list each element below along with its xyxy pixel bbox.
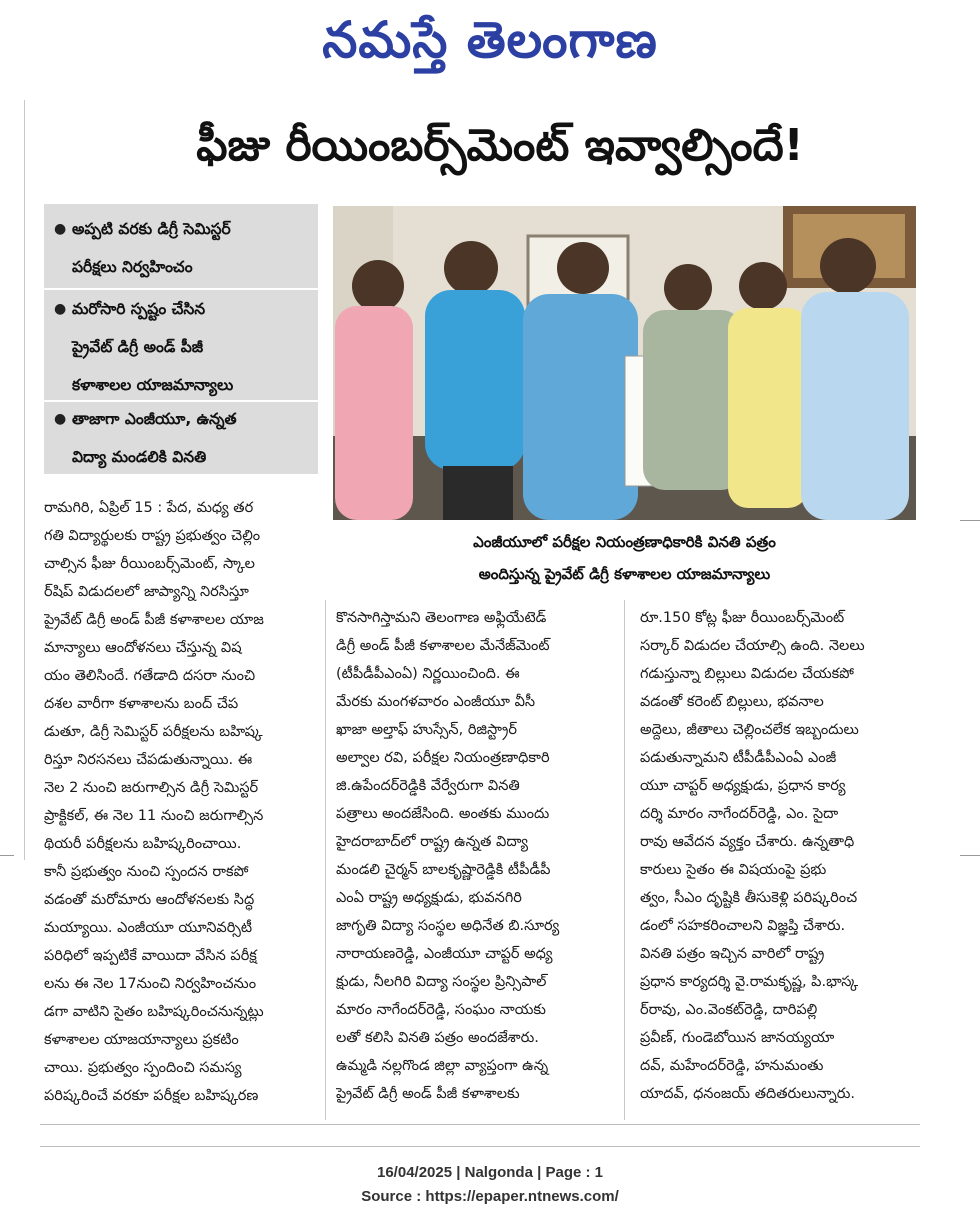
body-line: ప్రవీణ్, గుండెబోయిన జానయ్యయా — [640, 1030, 835, 1046]
body-line: పడుతున్నామని టీపీడీపీఎంఏ ఎంజీ — [640, 750, 837, 766]
body-line: హైదరాబాద్‌లో రాష్ట్ర ఉన్నత విద్యా — [336, 834, 529, 850]
body-line: (టీపీడీపీఎంఏ) నిర్ణయించింది. ఈ — [336, 666, 520, 682]
body-line: రూ.150 కోట్ల ఫీజు రీయింబర్స్‌మెంట్ — [640, 610, 845, 626]
article-column-3 — [640, 604, 916, 1108]
body-line: మారం నాగేందర్‌రెడ్డి, సంఘం నాయకు — [336, 1002, 546, 1018]
headline: ఫీజు రీయింబర్స్‌మెంట్ ఇవ్వాల్సిందే! — [196, 120, 804, 171]
body-line: వడంతో కరెంట్ బిల్లులు, భవనాల — [640, 694, 824, 710]
news-photo — [333, 206, 916, 520]
highlight-line: పరీక్షలు నిర్వహించం — [72, 258, 193, 276]
body-line: థియరీ పరీక్షలను బహిష్కరించాయి. — [44, 836, 242, 852]
photo-caption — [333, 526, 916, 590]
body-line: త్వం, సీఎం దృష్టికి తీసుకెళ్లి పరిష్కరించ — [640, 890, 858, 906]
body-line: యం తెలిసిందే. గతేడాది దసరా నుంచి — [44, 668, 256, 684]
bullet-icon: ● — [54, 301, 67, 317]
bottom-rule — [40, 1146, 920, 1147]
body-line: గడుస్తున్నా బిల్లులు విడుదల చేయకపో — [640, 666, 854, 682]
bullet-icon: ● — [54, 411, 67, 427]
body-line: నారాయణరెడ్డి, ఎంజీయూ చాప్టర్ అధ్య — [336, 946, 553, 962]
body-line: డుతూ, డిగ్రీ సెమిస్టర్ పరీక్షలను బహిష్క — [44, 724, 263, 740]
article-column-1 — [44, 494, 320, 1110]
left-margin-rule — [24, 100, 25, 860]
body-line: డిగ్రీ అండ్ పీజీ కళాశాలల మేనేజ్‌మెంట్ — [336, 638, 550, 654]
highlight-item — [44, 210, 318, 286]
footer-source: Source : https://epaper.ntnews.com/ — [361, 1188, 619, 1205]
body-line: ఎంఏ రాష్ట్ర అధ్యక్షుడు, భువనగిరి — [336, 890, 522, 906]
body-line: ఉమ్మడి నల్లగొండ జిల్లా వ్యాప్తంగా ఉన్న — [336, 1058, 549, 1074]
body-line: ప్రధాన కార్యదర్శి వై.రామకృష్ణ, పి.భాస్క — [640, 974, 859, 990]
body-line: మాన్యాలు ఆందోళనలు చేస్తున్న విష — [44, 640, 242, 656]
caption-line: ఎంజీయూలో పరీక్షల నియంత్రణాధికారికి వినతి పత్రం — [473, 533, 776, 551]
caption-line: అందిస్తున్న ప్రైవేట్ డిగ్రీ కళాశాలల యాజమాన్యాలు — [478, 565, 771, 583]
highlight-line: కళాశాలల యాజమాన్యాలు — [72, 376, 234, 394]
bullet-icon: ● — [54, 221, 67, 237]
body-line: మండలి చైర్మన్ బాలకృష్ణారెడ్డికి టీపీడీపీ — [336, 862, 551, 878]
body-line: ర్‌రావు, ఎం.వెంకట్‌రెడ్డి, దారిపల్లి — [640, 1002, 818, 1018]
photo-illustration — [333, 206, 916, 520]
body-line: యూ చాప్టర్ అధ్యక్షుడు, ప్రధాన కార్య — [640, 778, 846, 794]
body-line: జాగృతి విద్యా సంస్థల అధినేత బి.సూర్య — [336, 918, 560, 934]
body-line: నెల 2 నుంచి జరుగాల్సిన డిగ్రీ సెమిస్టర్ — [44, 780, 259, 796]
body-line: కానీ ప్రభుత్వం నుంచి స్పందన రాకపో — [44, 864, 249, 880]
body-line: కొనసాగిస్తామని తెలంగాణ అఫ్లియేటెడ్ — [336, 610, 547, 626]
body-line: చాయి. ప్రభుత్వం స్పందించి సమస్య — [44, 1060, 242, 1076]
highlight-item — [44, 400, 318, 476]
body-line: రావు ఆవేదన వ్యక్తం చేశారు. ఉన్నతాధి — [640, 834, 855, 850]
body-line: డగా వాటిని సైతం బహిష్కరించనున్నట్లు — [44, 1004, 264, 1020]
body-line: ప్రాక్టికల్, ఈ నెల 11 నుంచి జరుగాల్సిన — [44, 808, 264, 824]
body-line: పరిధిలో ఇప్పటికే వాయిదా వేసిన పరీక్ష — [44, 948, 257, 964]
body-line: దర్శి మారం నాగేందర్‌రెడ్డి, ఎం. సైదా — [640, 806, 839, 822]
bottom-rule — [40, 1124, 920, 1125]
body-line: అద్దెలు, జీతాలు చెల్లించలేక ఇబ్బందులు — [640, 722, 859, 738]
body-line: లతో కలిసి వినతి పత్రం అందజేశారు. — [336, 1030, 539, 1046]
body-line: కళాశాలల యాజయాన్యాలు ప్రకటిం — [44, 1032, 239, 1048]
body-line: మేరకు మంగళవారం ఎంజీయూ వీసీ — [336, 694, 536, 710]
body-line: పత్రాలు అందజేసింది. అంతకు ముందు — [336, 806, 550, 822]
body-line: అల్వాల రవి, పరీక్షల నియంత్రణాధికారి — [336, 750, 550, 766]
highlight-line: అప్పటి వరకు డిగ్రీ సెమిస్టర్ — [72, 220, 231, 238]
body-line: ఖాజా అల్తాఫ్ హుస్సేన్, రిజిస్ట్రార్ — [336, 722, 517, 738]
body-line: రిస్తూ నిరసనలు చేపడుతున్నాయి. ఈ — [44, 752, 253, 768]
body-line: ర్‌షిప్ విడుదలలో జాప్యాన్ని నిరసిస్తూ — [44, 584, 249, 600]
body-line: సర్కార్ విడుదల చేయాల్సి ఉంది. నెలలు — [640, 638, 865, 654]
body-line: యాదవ్, ధనంజయ్ తదితరులున్నారు. — [640, 1086, 855, 1102]
highlight-line: తాజాగా ఎంజీయూ, ఉన్నత — [72, 410, 237, 428]
body-line: లను ఈ నెల 17నుంచి నిర్వహించనుం — [44, 976, 257, 992]
left-edge-tick — [0, 855, 14, 856]
body-line: దవ్, మహేందర్‌రెడ్డి, హనుమంతు — [640, 1058, 824, 1074]
masthead: నమస్తే తెలంగాణ — [322, 11, 658, 69]
highlight-line: మరోసారి స్పష్టం చేసిన — [72, 300, 206, 318]
column-divider — [325, 600, 326, 1120]
body-line: డంలో సహకరించాలని విజ్ఞప్తి చేశారు. — [640, 918, 846, 934]
body-line: చాల్సిన ఫీజు రీయింబర్స్‌మెంట్, స్కాల — [44, 556, 255, 572]
body-line: రామగిరి, ఏప్రిల్ 15 : పేద, మధ్య తర — [44, 500, 254, 516]
highlight-line: ప్రైవేట్ డిగ్రీ అండ్ పీజీ — [72, 338, 204, 356]
body-line: దశల వారీగా కళాశాలను బంద్ చేప — [44, 696, 239, 712]
highlight-line: విద్యా మండలికి వినతి — [72, 448, 207, 466]
highlights-box — [44, 204, 318, 474]
body-line: జి.ఉపేందర్‌రెడ్డికి వేర్వేరుగా వినతి — [336, 778, 520, 794]
right-edge-tick — [960, 855, 980, 856]
body-line: ప్రైవేట్ డిగ్రీ అండ్ పీజీ కళాశాలల యాజ — [44, 612, 264, 628]
body-line: వినతి పత్రం ఇచ్చిన వారిలో రాష్ట్ర — [640, 946, 825, 962]
body-line: మయ్యాయి. ఎంజీయూ యూనివర్సిటీ — [44, 920, 253, 936]
body-line: వడంతో మరోమారు ఆందోళనలకు సిద్ధ — [44, 892, 255, 908]
body-line: కారులు సైతం ఈ విషయంపై ప్రభు — [640, 862, 827, 878]
right-edge-tick — [960, 520, 980, 521]
body-line: క్షుడు, నీలగిరి విద్యా సంస్థల ప్రిన్సిపాల్ — [336, 974, 547, 990]
column-divider — [624, 600, 625, 1120]
body-line: ప్రైవేట్ డిగ్రీ అండ్ పీజీ కళాశాలకు — [336, 1086, 520, 1102]
footer-date-edition: 16/04/2025 | Nalgonda | Page : 1 — [377, 1164, 603, 1181]
body-line: పరిష్కరించే వరకూ పరీక్షల బహిష్కరణ — [44, 1088, 259, 1104]
highlight-item — [44, 290, 318, 404]
article-column-2 — [336, 604, 616, 1108]
body-line: గతి విద్యార్థులకు రాష్ట్ర ప్రభుత్వం చెల్లిం — [44, 528, 261, 544]
